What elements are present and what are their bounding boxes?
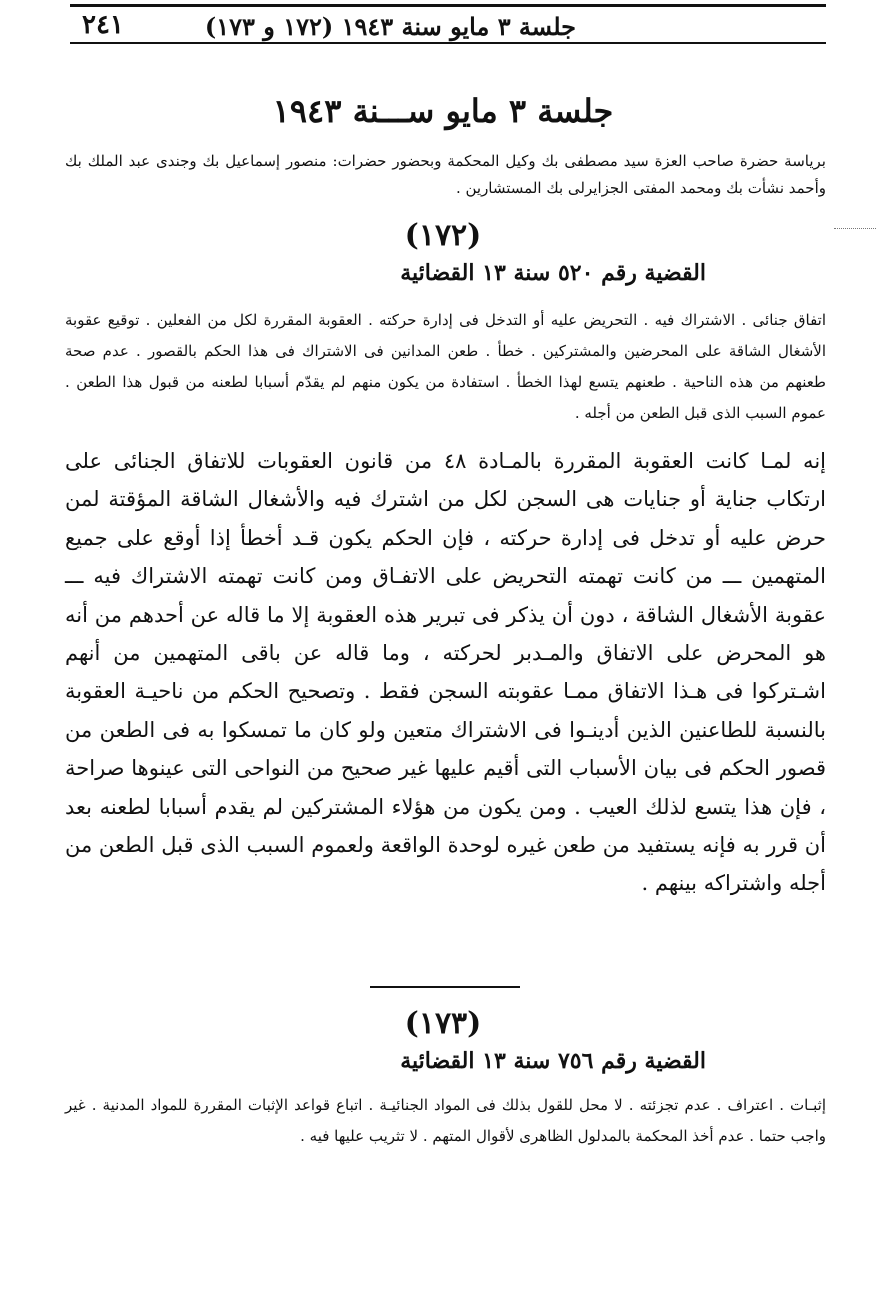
case-number-172: (١٧٢) bbox=[404, 218, 482, 253]
page-number: ٢٤١ bbox=[82, 10, 124, 40]
case-summary-173: إثبـات . اعتراف . عدم تجزئته . لا محل للقول بذلك فى المواد الجنائيـة . اتباع قواعد الإثبات المقررة للمواد المدنية . غير واجب حتما . عدم أخذ المحكمة بالمدلول الظاهرى لأقوال المتهم . لا تثريب عليها فيه . bbox=[65, 1096, 826, 1145]
case-number-173: (١٧٣) bbox=[404, 1006, 482, 1041]
case-summary-172: اتفاق جنائى . الاشتراك فيه . التحريض عليه أو التدخل فى إدارة حركته . العقوبة المقررة لكل من الفعلين . توقيع عقوبة الأشغال الشاقة على المحرضين والمشتركين . خطأ . طعن المدانين فى الاشتراك فى هذا الحكم بالقصور . عدم صحة طعنهم من هذه الناحية . طعنهم يتسع لهذا الخطأ . استفادة من يكون منهم لم يقدّم أسبابا لطعنه من قبول هذا الطعن . عموم السبب الذى قبل الطعن من أجله . bbox=[65, 311, 826, 422]
case-reference-172: القضية رقم ٥٢٠ سنة ١٣ القضائية bbox=[400, 260, 706, 286]
page-header bbox=[70, 4, 826, 44]
section-separator bbox=[370, 986, 520, 988]
presidency-text: برياسة حضرة صاحب العزة سيد مصطفى بك وكيل المحكمة وبحضور حضرات: منصور إسماعيل بك وجندى عبد الملك بك وأحمد نشأت بك ومحمد المفتى الجزايرلى بك المستشارين . bbox=[65, 152, 826, 197]
header-bottom-rule bbox=[70, 42, 826, 44]
running-title: جلسة ٣ مايو سنة ١٩٤٣ (١٧٢ و ١٧٣) bbox=[204, 12, 576, 41]
case-reference-173: القضية رقم ٧٥٦ سنة ١٣ القضائية bbox=[400, 1048, 706, 1074]
header-top-rule bbox=[70, 4, 826, 7]
session-title: جلسة ٣ مايو ســـنة ١٩٤٣ bbox=[272, 92, 614, 130]
judgment-text-172: إنه لمـا كانت العقوبة المقررة بالمـادة ٤٨ من قانون العقوبات للاتفاق الجنائى على ارتكاب جناية أو جنايات هى السجن لكل من اشترك فيه والأشغال الشاقة المؤقتة لمن حرض عليه أو تدخل فى إدارة حركته ، فإن الحكم يكون قـد أخطأ إذا أوقع على جميع المتهمين ـــ من كانت تهمته التحريض على الاتفـاق ومن كانت تهمته الاشتراك فيه ـــ عقوبة الأشغال الشاقة ، دون أن يذكر فى تبرير هذه العقوبة إلا ما قاله عن أحدهم من أنه هو المحرض على الاتفاق والمـدبر لحركته ، وما قاله عن باقى المتهمين من أنهم اشـتركوا فى هـذا الاتفاق ممـا عقوبته السجن فقط . وتصحيح الحكم من ناحيـة العقوبة بالنسبة للطاعنين الذين أدينـوا فى الاشتراك متعين ولو كان ما تمسكوا به فى الطعن من قصور الحكم فى بيان الأسباب التى أقيم عليها غير صحيح من النواحى التى عينوها صراحة ، فإن هذا يتسع لذلك العيب . ومن يكون من هؤلاء المشتركين لم يقدم أسبابا لطعنه بعد أن قرر به فإنه يستفيد من طعن غيره لوحدة الواقعة ولعموم السبب الذى قبل الطعن من أجله واشتراكه بينهم . bbox=[65, 449, 827, 896]
